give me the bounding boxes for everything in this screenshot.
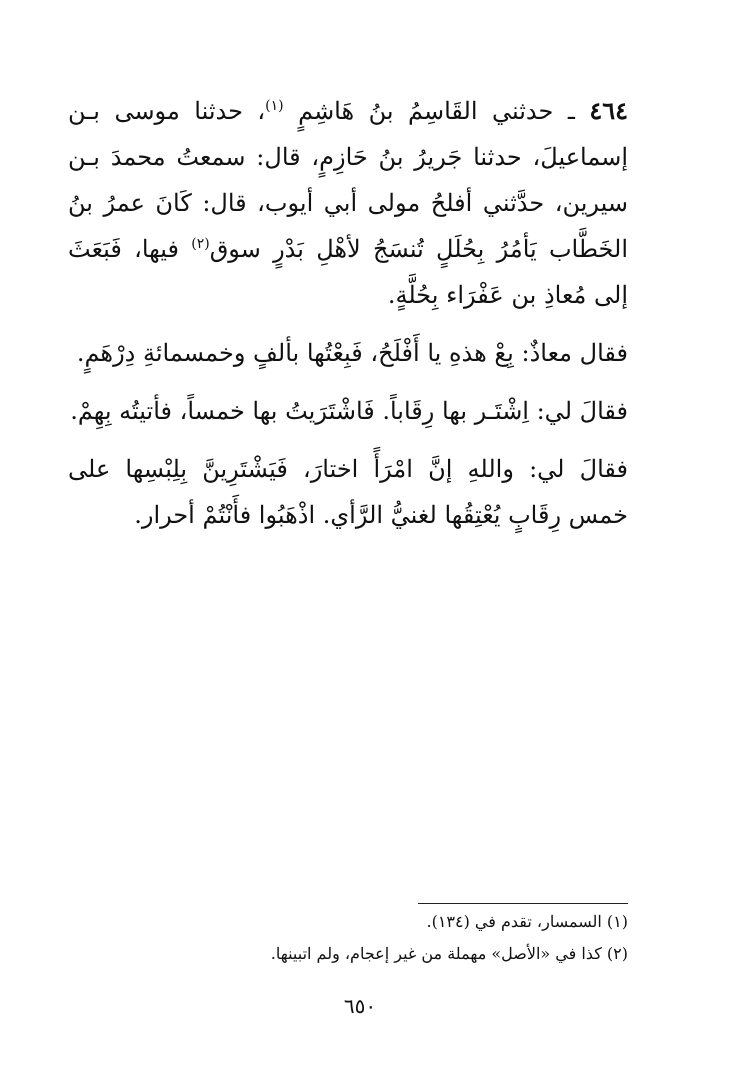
footnote-ref-2[interactable]: (٢) xyxy=(191,236,210,252)
hadith-dash: ـ xyxy=(553,97,590,125)
hadith-number: ٤٦٤ xyxy=(589,96,628,125)
footnotes xyxy=(200,906,628,970)
footnote-2-text: كذا في «الأصل» مهملة من غير إعجام، ولم اتبينها. xyxy=(270,944,602,963)
footnote-2 xyxy=(200,938,628,970)
main-text xyxy=(68,88,628,550)
footnote-1-marker: (١) xyxy=(606,912,628,931)
footnote-1-text: السمسار، تقدم في (١٣٤). xyxy=(426,912,602,931)
footnote-2-marker: (٢) xyxy=(606,944,628,963)
isnad-part-c: فيها، فَبَعَثَ إلى مُعاذِ بن عَفْرَاء بِحُلَّةٍ. xyxy=(68,235,628,309)
hadith-paragraph-2: فقال معاذٌ: بِعْ هذهِ يا أَفْلَحُ، فَبِعْتُها بألفٍ وخمسمائةِ دِرْهَمٍ. xyxy=(76,339,628,367)
footnote-1 xyxy=(200,906,628,938)
isnad-part-a: حدثني القَاسِمُ بنُ هَاشِمٍ xyxy=(298,97,554,125)
hadith-paragraph-1 xyxy=(68,88,628,318)
page-number: ٦٥٠ xyxy=(343,994,377,1018)
footnote-ref-1[interactable]: (١) xyxy=(265,98,284,114)
footnote-divider xyxy=(418,903,628,904)
hadith-paragraph-4: فقالَ لي: واللهِ إنَّ امْرَأً اختارَ، فَيَشْتَرِينَّ بِلِبْسِها على خمس رِقَابٍ يُعْتِقُها لغنيُّ الرَّأي. اذْهَبُوا فأَنْتُمْ أحرار. xyxy=(68,455,628,529)
hadith-paragraph-3: فقالَ لي: اِشْتَـر بها رِقَاباً. فَاشْتَرَيتُ بها خمساً، فأتيتُه بِهِمْ. xyxy=(70,397,628,425)
isnad-part-b: ، حدثنا موسى بـن إسماعيلَ، حدثنا جَريرُ بنُ حَازِمٍ، قال: سمعتُ محمدَ بـن سيرين، حدَّثني أفلحُ مولى أبي أيوب، قال: كَانَ عمرُ بنُ الخَطَّاب يَأمُرُ بِحُلَلٍ تُنسَجُ لأهْلِ بَدْرٍ سوق xyxy=(68,97,629,263)
